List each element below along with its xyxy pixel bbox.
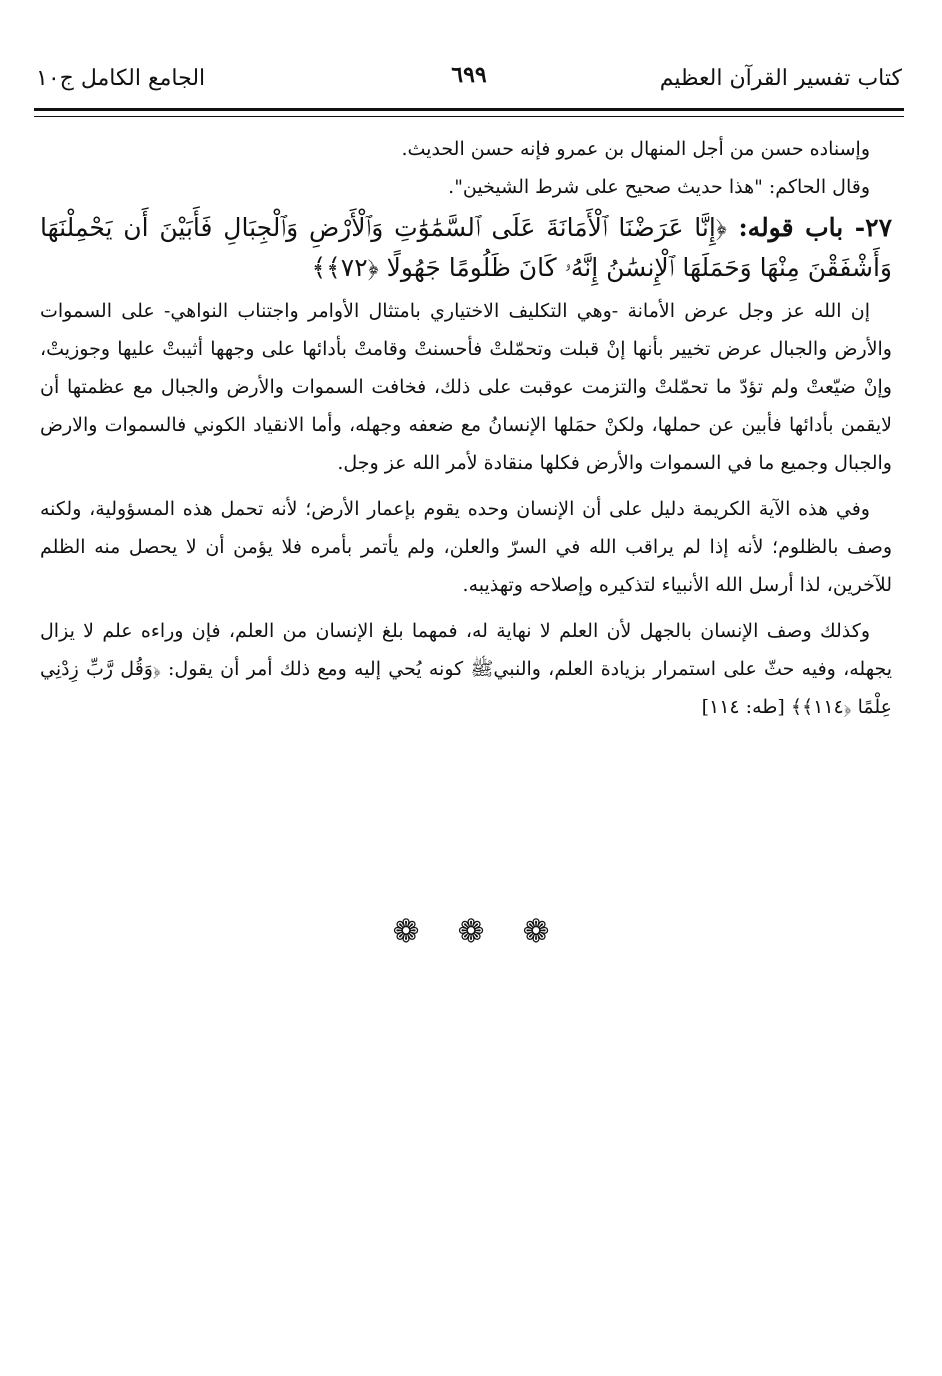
body-line-1: وإسناده حسن من أجل المنهال بن عمرو فإنه حسن الحديث.	[401, 138, 870, 160]
section-end-ornaments	[0, 912, 942, 950]
floral-ornament-icon: ❁	[392, 912, 420, 950]
paragraph-1: إن الله عز وجل عرض الأمانة -وهي التكليف الاختياري بامتثال الأوامر واجتناب النواهي- على السموات والأرض والجبال عرض تخيير بأنها إنْ قبلت وتحمّلتْ فأحسنتْ وقامتْ بأدائها على وجهها أثيبتْ عليها وجوزيتْ، وإنْ ضيّعتْ ولم تؤدّ ما تحمّلتْ والتزمت عوقبت على ذلك، فخافت السموات والأرض والجبال مع عظمتها أن لايقمن بأدائها فأبين عن حملها، ولكنْ حمَلها الإنسانُ مع ضعفه وجهله، وأما الانقياد الكوني فالسموات والارض والجبال وجميع ما في السموات والأرض فكلها منقادة لأمر الله عز وجل.	[40, 300, 892, 474]
chapter-verse: ﴿إِنَّا عَرَضْنَا ٱلْأَمَانَةَ عَلَى ٱلسَّمَٰوَٰتِ وَٱلْأَرْضِ وَٱلْجِبَالِ فَأَبَيْنَ أَن يَحْمِلْنَهَا وَأَشْفَقْنَ مِنْهَا وَحَمَلَهَا ٱلْإِنسَٰنُ إِنَّهُۥ كَانَ ظَلُومًا جَهُولًا ﴿٧٢﴾﴾	[40, 213, 892, 282]
body-line-2: وقال الحاكم: "هذا حديث صحيح على شرط الشيخين".	[448, 176, 870, 198]
page-number: ٦٩٩	[451, 62, 487, 88]
volume-title: الجامع الكامل ج١٠	[36, 66, 206, 91]
floral-ornament-icon: ❁	[522, 912, 550, 950]
paragraph-3: وكذلك وصف الإنسان بالجهل لأن العلم لا نهاية له، فمهما بلغ الإنسان من العلم، فإن وراءه علم لا يزال يجهله، وفيه حثّ على استمرار بزيادة العلم، والنبيﷺ كونه يُحي إليه ومع ذلك أمر أن يقول: ﴿وَقُل رَّبِّ زِدْنِي عِلْمًا ﴿١١٤﴾﴾ [طه: ١١٤]	[40, 620, 892, 718]
paragraph-2: وفي هذه الآية الكريمة دليل على أن الإنسان وحده يقوم بإعمار الأرض؛ لأنه تحمل هذه المسؤولية، ولكنه وصف بالظلوم؛ لأنه إذا لم يراقب الله في السرّ والعلن، ولم يأتمر بأمره فلا يؤمن أن لا يحصل منه الظلم للآخرين، لذا أرسل الله الأنبياء لتذكيره وإصلاحه وتهذيبه.	[40, 498, 892, 596]
header-rule-thick	[34, 108, 904, 111]
header-rule-thin	[34, 116, 904, 117]
page-header	[36, 62, 902, 102]
chapter-label: ٢٧- باب قوله:	[738, 213, 892, 242]
book-title: كتاب تفسير القرآن العظيم	[659, 66, 902, 91]
page-body	[40, 130, 892, 726]
chapter-heading	[40, 208, 892, 288]
floral-ornament-icon: ❁	[457, 912, 485, 950]
